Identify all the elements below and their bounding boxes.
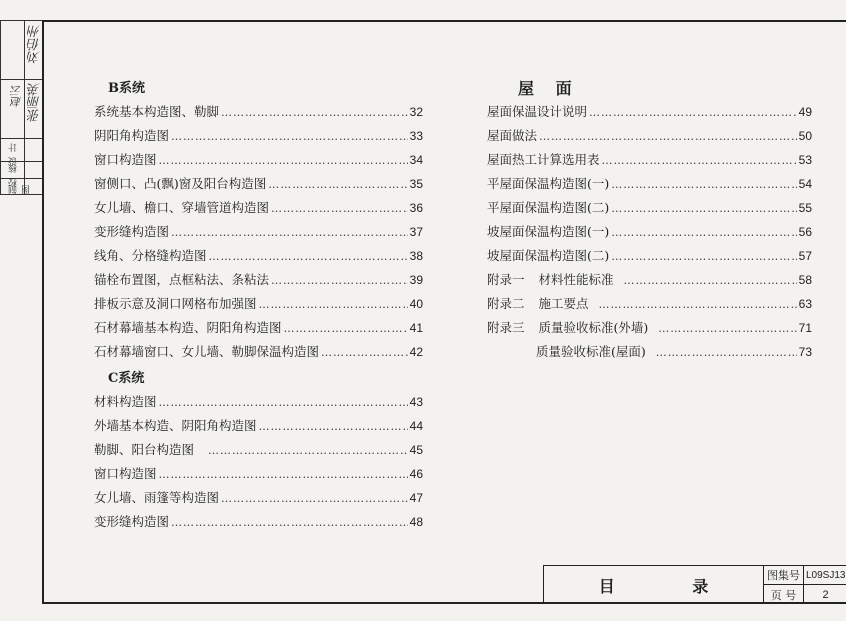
- toc-entry[interactable]: 窗口构造图 …………………………………………………………………………………………………… 34: [94, 150, 423, 168]
- toc-entry[interactable]: 附录二 施工要点 …………………………………………………………………………………………………… 63: [487, 294, 812, 312]
- section-heading-c-system: C系统: [108, 371, 145, 386]
- signature-strip: [0, 20, 42, 195]
- toc-entry[interactable]: 附录三 质量验收标准(外墙) …………………………………………………………………………………………………… 71: [487, 318, 812, 336]
- toc-entry[interactable]: 女儿墙、雨篷等构造图 …………………………………………………………………………………………………… 47: [94, 488, 423, 506]
- toc-entry[interactable]: 屋面做法 …………………………………………………………………………………………………… 50: [487, 126, 812, 144]
- toc-entry[interactable]: 质量验收标准(屋面) …………………………………………………………………………………………………… 73: [536, 342, 812, 360]
- section-heading-b-system: B系统: [108, 81, 145, 96]
- section-heading-roof: 屋 面: [518, 79, 580, 98]
- toc-entry[interactable]: 附录一 材料性能标准 …………………………………………………………………………………………………… 58: [487, 270, 812, 288]
- toc-entry[interactable]: 女儿墙、檐口、穿墙管道构造图 …………………………………………………………………………………………………… 36: [94, 198, 423, 216]
- atlas-number-label: 图集号: [764, 566, 804, 585]
- toc-entry[interactable]: 石材幕墙基本构造、阴阳角构造图 …………………………………………………………………………………………………… 41: [94, 318, 423, 336]
- toc-entry[interactable]: 排板示意及洞口网格布加强图 …………………………………………………………………………………………………… 40: [94, 294, 423, 312]
- toc-entry[interactable]: 坡屋面保温构造图(二) …………………………………………………………………………………………………… 57: [487, 246, 812, 264]
- toc-entry[interactable]: 线角、分格缝构造图 …………………………………………………………………………………………………… 38: [94, 246, 423, 264]
- toc-entry[interactable]: 平屋面保温构造图(二) …………………………………………………………………………………………………… 55: [487, 198, 812, 216]
- toc-entry[interactable]: 石材幕墙窗口、女儿墙、勒脚保温构造图 …………………………………………………………………………………………………… 42: [94, 342, 423, 360]
- role-label-design: 设 计: [9, 142, 19, 166]
- signature-check: 刘伯州: [28, 25, 43, 64]
- toc-entry[interactable]: 窗口构造图 …………………………………………………………………………………………………… 46: [94, 464, 423, 482]
- drawing-title: 目 录: [544, 566, 764, 604]
- toc-entry[interactable]: 材料构造图 …………………………………………………………………………………………………… 43: [94, 392, 423, 410]
- strip-divider: [1, 138, 43, 139]
- toc-entry[interactable]: 系统基本构造图、勒脚 …………………………………………………………………………………………………… 32: [94, 102, 423, 120]
- toc-entry[interactable]: 阴阳角构造图 …………………………………………………………………………………………………… 33: [94, 126, 423, 144]
- role-label-check: 校 核: [9, 163, 19, 187]
- page-number: 2: [822, 588, 829, 601]
- atlas-number: L09SJ13: [804, 566, 846, 585]
- toc-entry[interactable]: 屋面保温设计说明 …………………………………………………………………………………………………… 49: [487, 102, 812, 120]
- toc-entry[interactable]: 变形缝构造图 …………………………………………………………………………………………………… 37: [94, 222, 423, 240]
- page-number-label: 页 号: [764, 585, 804, 604]
- toc-entry[interactable]: 外墙基本构造、阴阳角构造图 …………………………………………………………………………………………………… 44: [94, 416, 423, 434]
- toc-entry[interactable]: 变形缝构造图 …………………………………………………………………………………………………… 48: [94, 512, 423, 530]
- toc-entry[interactable]: 锚栓布置图，点框粘法、条粘法 …………………………………………………………………………………………………… 39: [94, 270, 423, 288]
- toc-entry[interactable]: 平屋面保温构造图(一) …………………………………………………………………………………………………… 54: [487, 174, 812, 192]
- signature-drawing: 赵云: [10, 85, 23, 107]
- signature-design: 张丽英: [28, 83, 43, 122]
- toc-entry[interactable]: 窗侧口、凸(飘)窗及阳台构造图 …………………………………………………………………………………………………… 35: [94, 174, 423, 192]
- toc-entry[interactable]: 屋面热工计算选用表 …………………………………………………………………………………………………… 53: [487, 150, 812, 168]
- toc-entry[interactable]: 坡屋面保温构造图(一) …………………………………………………………………………………………………… 56: [487, 222, 812, 240]
- strip-divider: [1, 79, 43, 80]
- title-block: [543, 565, 846, 604]
- role-label-drawing: 制 图: [9, 184, 32, 194]
- toc-entry[interactable]: 勒脚、阳台构造图 …………………………………………………………………………………………………… 45: [94, 440, 423, 458]
